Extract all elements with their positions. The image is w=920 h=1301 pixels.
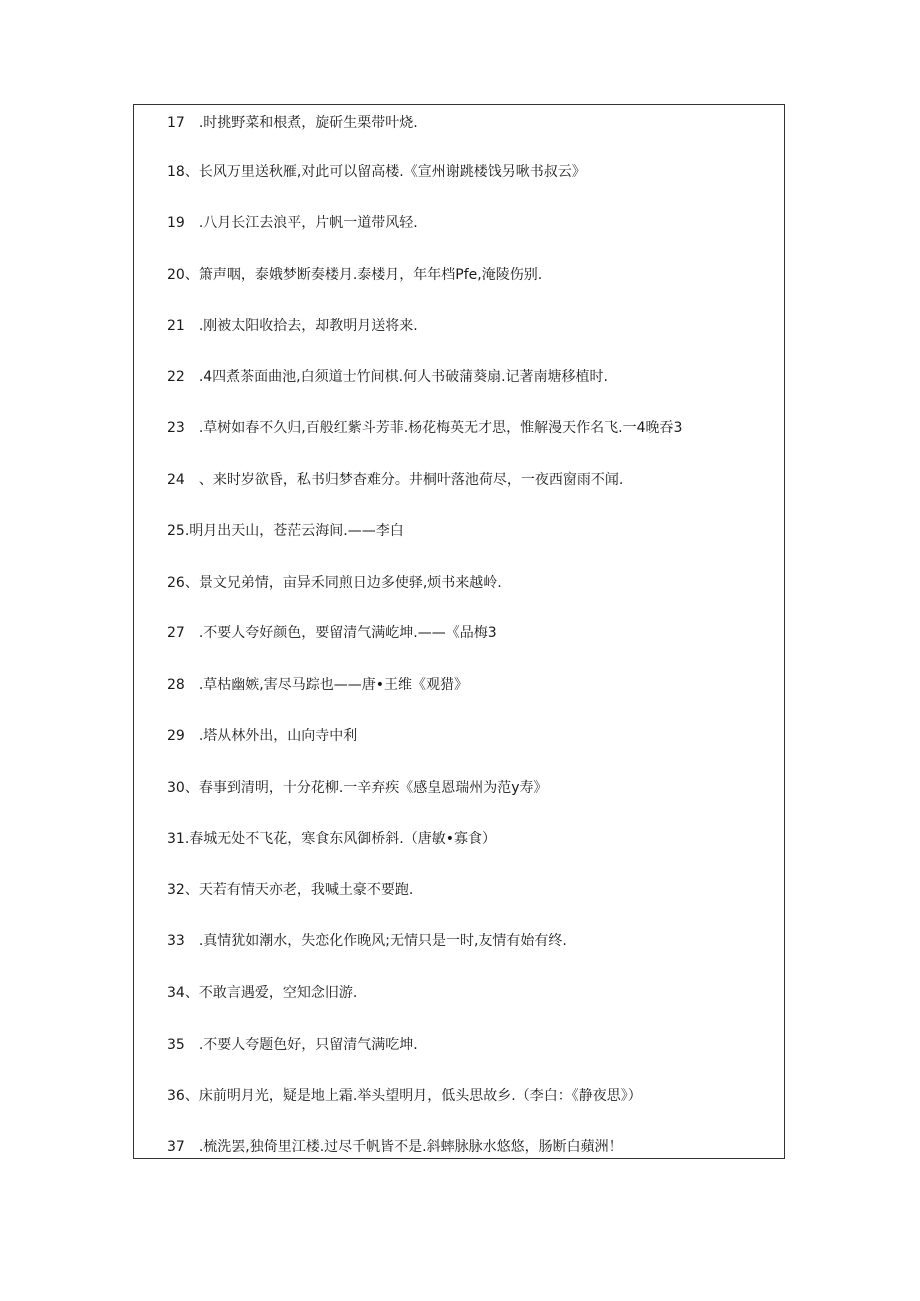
document-table-frame bbox=[133, 104, 785, 1159]
list-item: 33 .真情犹如潮水，失恋化作晚风;无情只是一时,友情有始有终. bbox=[167, 933, 567, 949]
list-item: 25.明月出天山，苍茫云海间.——李白 bbox=[167, 523, 404, 539]
list-item: 36、床前明月光，疑是地上霜.举头望明月，低头思故乡.（李白：《静夜思》） bbox=[167, 1088, 642, 1104]
list-item: 20、箫声咽，泰娥梦断奏楼月.泰楼月，年年档Pfe,淹陵伤别. bbox=[167, 267, 543, 283]
list-item: 34、不敢言遇爱，空知念旧游. bbox=[167, 985, 358, 1001]
list-item: 31.春城无处不飞花，寒食东风御桥斜.（唐敏•寡食） bbox=[167, 831, 496, 847]
list-item: 35 .不要人夸题色好，只留清气满吃坤. bbox=[167, 1037, 418, 1053]
list-item: 29 .塔从林外出，山向寺中利 bbox=[167, 728, 358, 744]
list-item: 32、天若有情天亦老，我喊土豪不要跑. bbox=[167, 882, 414, 898]
list-item: 37 .梳洗罢,独倚里江楼.过尽千帆皆不是.斜蟀脉脉水悠悠，肠断白蘋洲！ bbox=[167, 1139, 623, 1155]
list-item: 22 .4四煮茶面曲池,白须道士竹间棋.何人书破蒲葵扇.记著南塘移植时. bbox=[167, 369, 608, 385]
list-item: 26、景文兄弟情，亩异禾同煎日边多使驿,烦书来越岭. bbox=[167, 575, 502, 591]
list-item: 18、长风万里送秋雁,对此可以留高楼.《宣州谢跳楼饯另啾书叔云》 bbox=[167, 164, 586, 180]
list-item: 21 .刚被太阳收拾去，却教明月送将来. bbox=[167, 318, 418, 334]
list-item: 19 .八月长江去浪平，片帆一道带风轻. bbox=[167, 215, 418, 231]
list-item: 24 、来时岁欲昏，私书归梦杳难分。井桐叶落池荷尽，一夜西窗雨不闻. bbox=[167, 472, 624, 488]
entry-list bbox=[134, 105, 784, 1158]
list-item: 27 .不要人夸好颜色，要留清气满屹坤.——《品梅3 bbox=[167, 625, 497, 641]
list-item: 28 .草枯幽嫉,害尽马踪也——唐•王维《观猎》 bbox=[167, 677, 468, 693]
list-item: 17 .时挑野菜和根煮，旋斫生栗带叶烧. bbox=[167, 115, 418, 131]
list-item: 23 .草树如春不久归,百般红紫斗芳菲.杨花梅英无才思，惟解漫天作名飞.一4晚吞3 bbox=[167, 420, 683, 436]
list-item: 30、春事到清明，十分花柳.一辛弃疾《感皇恩瑞州为范y寿》 bbox=[167, 780, 548, 796]
